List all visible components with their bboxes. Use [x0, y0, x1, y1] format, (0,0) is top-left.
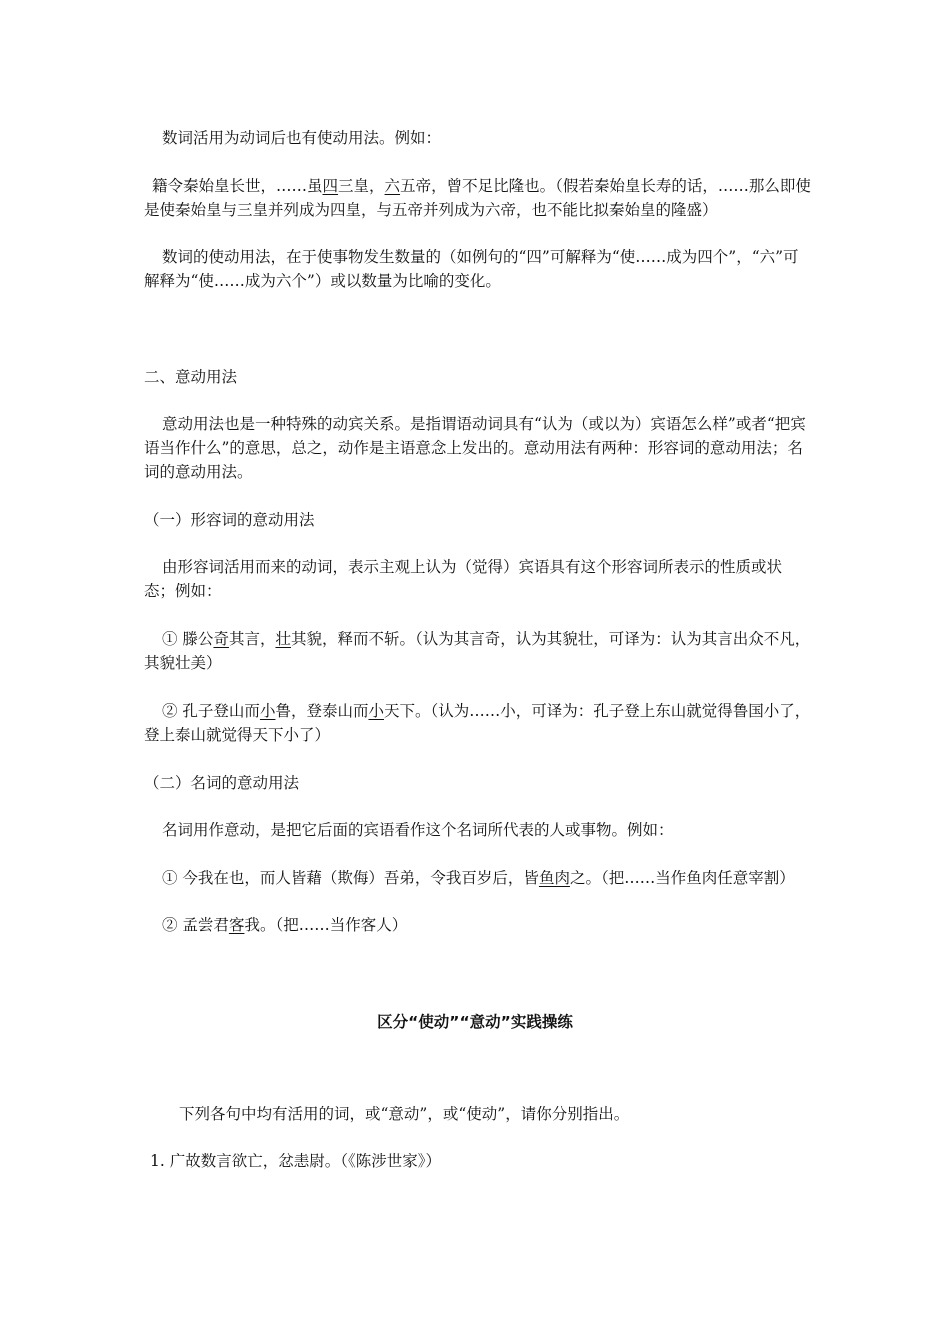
- example-fish-meat: ① 今我在也，而人皆藉（欺侮）吾弟，令我百岁后，皆鱼肉之。（把……当作鱼肉任意宰割）: [162, 869, 795, 887]
- practice-section-title: 区分“使动”“意动”实践操练: [377, 1013, 573, 1031]
- paragraph-numeral-causative-explanation: 数词的使动用法，在于使事物发生数量的（如例句的“四”可解释为“使……成为四个”，“六”可解释为“使……成为六个”）或以数量为比喻的变化。: [144, 248, 799, 290]
- underlined-word: 壮: [275, 630, 291, 648]
- example-qin-shihuang: 籍令秦始皇长世，……虽四三皇，六五帝，曾不足比隆也。（假若秦始皇长寿的话，……那么即使是使秦始皇与三皇并列成为四皇，与五帝并列成为六帝，也不能比拟秦始皇的隆盛）: [144, 177, 811, 219]
- paragraph-numeral-causative-intro: 数词活用为动词后也有使动用法。例如：: [162, 129, 442, 147]
- subheading-noun-putative: （二）名词的意动用法: [144, 774, 300, 792]
- example-teng-gong: ① 滕公奇其言，壮其貌，释而不斩。（认为其言奇，认为其貌壮，可译为：认为其言出众不凡，其貌壮美）: [144, 630, 811, 672]
- practice-instructions: 下列各句中均有活用的词，或“意动”，或“使动”，请你分别指出。: [179, 1105, 630, 1123]
- underlined-word: 四: [322, 177, 339, 195]
- paragraph-noun-putative-definition: 名词用作意动，是把它后面的宾语看作这个名词所代表的人或事物。例如：: [162, 821, 674, 839]
- underlined-word: 奇: [213, 630, 229, 648]
- practice-question-1: 1. 广故数言欲亡，忿恚尉。（《陈涉世家》）: [150, 1152, 441, 1170]
- underlined-word: 六: [384, 177, 401, 195]
- underlined-word: 鱼肉: [538, 869, 570, 887]
- underlined-word: 小: [368, 702, 384, 720]
- example-confucius: ② 孔子登山而小鲁，登泰山而小天下。（认为……小，可译为：孔子登上东山就觉得鲁国小了，登上泰山就觉得天下小了）: [144, 702, 811, 744]
- subheading-adjective-putative: （一）形容词的意动用法: [144, 511, 315, 529]
- section-heading-putative: 二、意动用法: [144, 368, 238, 386]
- paragraph-putative-definition: 意动用法也是一种特殊的动宾关系。是指谓语动词具有“认为（或以为）宾语怎么样”或者“把宾语当作什么”的意思，总之，动作是主语意念上发出的。意动用法有两种：形容词的意动用法；名词的意动用法。: [144, 415, 806, 481]
- example-mengchang-jun: ② 孟尝君客我。（把……当作客人）: [162, 916, 408, 934]
- paragraph-adjective-putative-definition: 由形容词活用而来的动词，表示主观上认为（觉得）宾语具有这个形容词所表示的性质或状态；例如：: [144, 558, 783, 600]
- underlined-word: 客: [228, 916, 245, 934]
- underlined-word: 小: [259, 702, 276, 720]
